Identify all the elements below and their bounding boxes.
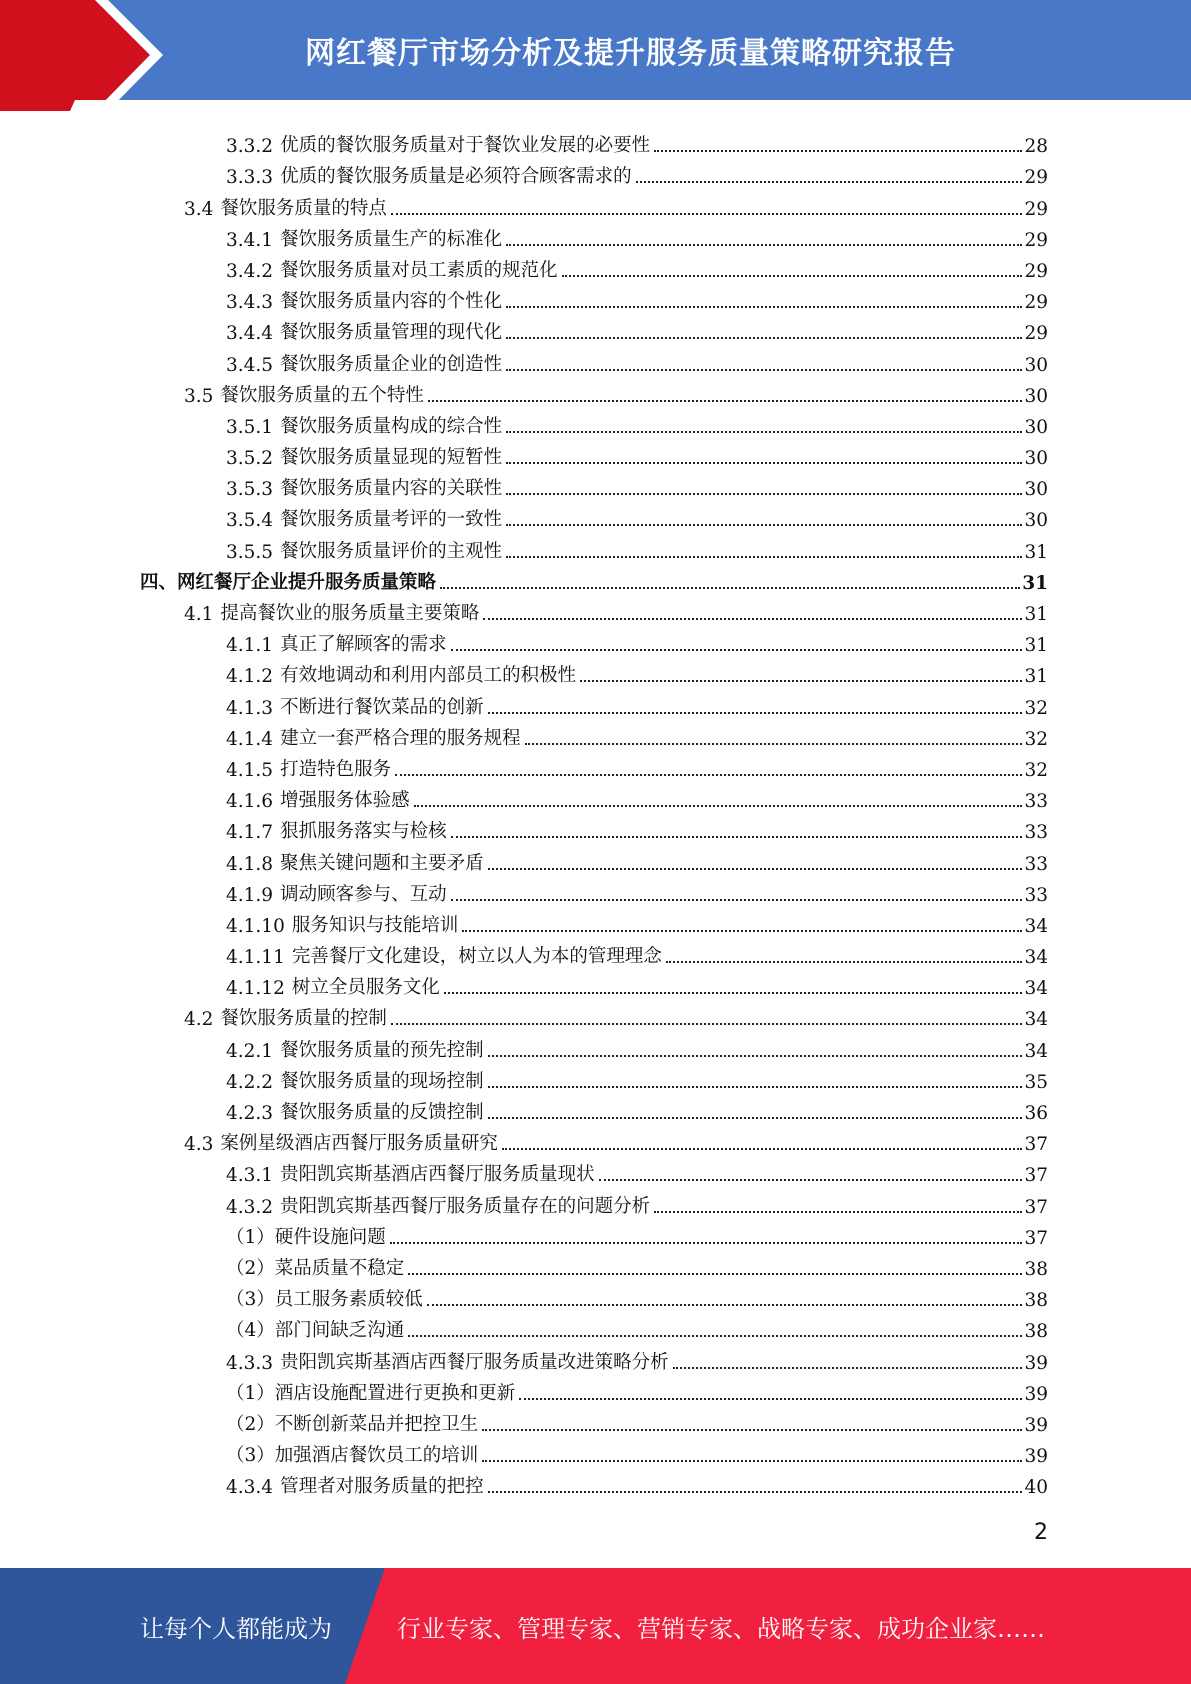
toc-dot-leader [483,616,1022,620]
toc-entry-page: 30 [1024,354,1048,376]
toc-entry[interactable] [140,845,1048,876]
toc-entry[interactable] [140,1376,1048,1407]
toc-entry-title: 完善餐厅文化建设，树立以人为本的管理理念 [291,946,662,968]
toc-entry[interactable] [140,159,1048,190]
toc-entry[interactable] [140,908,1048,939]
toc-entry[interactable] [140,689,1048,720]
toc-entry-title: 狠抓服务落实与检核 [280,821,447,843]
toc-entry-title: 打造特色服务 [280,758,392,780]
toc-entry-page: 31 [1024,541,1048,563]
toc-entry[interactable] [140,596,1048,627]
toc-entry-title: 服务知识与技能培训 [291,914,459,936]
toc-entry[interactable] [140,1469,1048,1500]
toc-entry-title: 餐饮服务质量显现的短暂性 [280,447,503,469]
toc-dot-leader [444,990,1023,994]
toc-entry[interactable] [140,471,1048,502]
toc-entry-title: 餐饮服务质量内容的个性化 [280,291,503,313]
toc-entry[interactable] [140,752,1048,783]
toc-entry[interactable] [140,814,1048,845]
toc-dot-leader [673,1365,1023,1369]
toc-entry[interactable] [140,502,1048,533]
toc-dot-leader [519,1396,1022,1400]
toc-entry-number: 4.2 [184,1009,214,1031]
toc-entry-page: 33 [1024,822,1048,844]
toc-entry-number: 4.1.1 [226,635,274,657]
toc-entry-page: 31 [1024,604,1048,625]
toc-entry-number: 4.3.3 [226,1352,274,1374]
toc-entry-title: 餐饮服务质量内容的关联性 [280,478,503,500]
toc-entry-number: 4.2.2 [226,1071,274,1093]
toc-entry-page: 30 [1024,416,1048,438]
toc-entry-page: 29 [1024,229,1048,251]
toc-entry-page: 38 [1024,1258,1048,1280]
toc-entry-number: 3.5.5 [226,541,274,563]
toc-entry-number: 3.4.5 [226,354,274,376]
toc-entry[interactable] [140,1157,1048,1188]
toc-entry-number: 4.3.1 [226,1165,274,1187]
toc-entry-title: （2）菜品质量不稳定 [226,1257,405,1279]
toc-entry[interactable] [140,1001,1048,1032]
toc-entry-page: 32 [1024,759,1048,781]
toc-entry-number: 4.1.6 [226,791,274,813]
toc-entry[interactable] [140,409,1048,440]
toc-dot-leader [580,678,1022,682]
toc-entry-number: 4.1.8 [226,853,274,875]
toc-entry-page: 29 [1024,323,1048,345]
toc-entry-title: 贵阳凯宾斯基酒店西餐厅服务质量现状 [280,1164,595,1186]
toc-dot-leader [391,1021,1023,1025]
toc-entry-page: 32 [1024,728,1048,750]
toc-entry-number: 3.4.3 [226,292,274,314]
toc-entry-number: 4.1.4 [226,728,274,750]
toc-dot-leader [440,585,1020,589]
toc-entry-number: 3.5 [184,385,214,407]
toc-entry[interactable] [140,253,1048,284]
toc-entry[interactable] [140,1313,1048,1344]
toc-entry[interactable] [140,1095,1048,1126]
toc-dot-leader [451,897,1023,901]
toc-entry-page: 29 [1024,198,1048,220]
toc-entry[interactable] [140,721,1048,752]
toc-entry-number: 3.4.4 [226,323,274,345]
toc-entry-page: 37 [1024,1165,1048,1187]
footer-slogan-left: 让每个人都能成为 [140,1614,332,1643]
toc-entry[interactable] [140,939,1048,970]
toc-dot-leader [488,1489,1023,1493]
toc-entry-page: 38 [1024,1321,1048,1343]
toc-dot-leader [506,242,1022,246]
toc-dot-leader [506,522,1022,526]
toc-entry[interactable] [140,533,1048,564]
toc-entry-page: 39 [1024,1383,1048,1405]
toc-entry-page: 34 [1024,915,1048,937]
toc-entry-page: 29 [1024,260,1048,282]
toc-entry[interactable] [140,222,1048,253]
toc-entry-title: 餐饮服务质量的五个特性 [220,384,424,406]
toc-entry-page: 39 [1024,1446,1048,1468]
toc-dot-leader [390,1240,1023,1244]
toc-entry-number: 4.1.2 [226,666,274,688]
toc-entry[interactable] [140,1126,1048,1157]
toc-entry-page: 28 [1024,136,1048,158]
toc-entry-page: 36 [1024,1103,1048,1124]
toc-entry-page: 32 [1024,697,1048,719]
toc-entry-title: 餐饮服务质量的反馈控制 [280,1102,484,1123]
toc-entry-number: 4.1.11 [226,947,285,969]
toc-entry-page: 34 [1024,947,1048,969]
toc-entry-page: 31 [1024,666,1048,688]
toc-entry-title: 优质的餐饮服务质量对于餐饮业发展的必要性 [280,135,651,157]
toc-entry-number: 3.3.2 [226,136,274,158]
toc-dot-leader [506,429,1022,433]
toc-entry-page: 34 [1024,1040,1048,1062]
toc-entry-number: 4.1.12 [226,978,285,1000]
toc-entry-number: 3.4.2 [226,260,274,282]
toc-entry[interactable] [140,1407,1048,1438]
toc-entry-title: 真正了解顾客的需求 [280,634,447,656]
toc-entry-number: 4.1.9 [226,884,274,906]
toc-entry-number: 3.5.1 [226,416,274,438]
toc-dot-leader [414,803,1023,807]
toc-dot-leader [506,554,1022,558]
toc-dot-leader [502,1146,1023,1150]
toc-entry[interactable] [140,1032,1048,1063]
toc-entry-number: 3.5.4 [226,510,274,532]
toc-entry[interactable] [140,658,1048,689]
toc-entry-number: 3.5.3 [226,479,274,501]
toc-entry-page: 39 [1024,1414,1048,1436]
toc-dot-leader [488,1084,1023,1088]
toc-entry-title: （3）加强酒店餐饮员工的培训 [226,1445,479,1467]
toc-dot-leader [488,1053,1023,1057]
toc-dot-leader [395,772,1022,776]
toc-entry-number: 4.1.10 [226,915,285,937]
table-of-contents [140,128,1048,1500]
toc-entry[interactable] [140,284,1048,315]
toc-entry-number: 4.2.1 [226,1040,274,1062]
toc-entry-title: （2）不断创新菜品并把控卫生 [226,1413,479,1435]
toc-entry[interactable] [140,1188,1048,1219]
toc-entry-page: 37 [1024,1227,1048,1249]
toc-entry-page: 34 [1024,1009,1048,1031]
toc-entry-number: 4.1.5 [226,759,274,781]
toc-entry-title: 建立一套严格合理的服务规程 [280,727,521,749]
toc-dot-leader [562,273,1023,277]
toc-entry-title: 餐饮服务质量考评的一致性 [280,509,503,531]
toc-entry-page: 33 [1024,853,1048,875]
toc-entry[interactable] [140,565,1048,596]
toc-entry-page: 37 [1024,1196,1048,1218]
page-number: 2 [1034,1520,1048,1545]
toc-entry-title: 餐饮服务质量对员工素质的规范化 [280,259,558,281]
toc-entry[interactable] [140,1344,1048,1375]
toc-entry-title: 贵阳凯宾斯基西餐厅服务质量存在的问题分析 [280,1195,651,1217]
toc-entry[interactable] [140,315,1048,346]
toc-entry-page: 35 [1024,1071,1048,1093]
toc-entry[interactable] [140,378,1048,409]
toc-entry-title: 贵阳凯宾斯基酒店西餐厅服务质量改进策略分析 [280,1351,669,1373]
toc-dot-leader [482,1427,1022,1431]
toc-entry-title: 增强服务体验感 [280,790,410,812]
toc-entry-number: 3.4 [184,198,214,220]
toc-entry-title: 餐饮服务质量评价的主观性 [280,540,503,562]
toc-entry-title: 聚焦关键问题和主要矛盾 [280,852,484,874]
toc-dot-leader [488,866,1023,870]
toc-entry-title: 餐饮服务质量企业的创造性 [280,353,503,375]
toc-entry-page: 39 [1024,1352,1048,1374]
toc-entry-title: （1）酒店设施配置进行更换和更新 [226,1382,516,1404]
toc-entry-title: 管理者对服务质量的把控 [280,1476,484,1498]
toc-entry[interactable] [140,877,1048,908]
toc-dot-leader [428,398,1023,402]
toc-entry-page: 33 [1024,791,1048,813]
toc-entry-number: 4.3 [184,1134,214,1156]
toc-entry-title: （4）部门间缺乏沟通 [226,1320,405,1342]
toc-entry[interactable] [140,1282,1048,1313]
toc-dot-leader [654,148,1022,152]
toc-entry-title: 餐饮服务质量构成的综合性 [280,415,503,437]
toc-entry-title: 四、网红餐厅企业提升服务质量策略 [140,571,437,593]
toc-dot-leader [506,335,1022,339]
toc-dot-leader [506,460,1022,464]
toc-dot-leader [391,211,1023,215]
toc-entry-page: 40 [1024,1477,1048,1499]
toc-dot-leader [482,1458,1022,1462]
toc-entry-title: 调动顾客参与、互动 [280,883,447,905]
toc-dot-leader [506,491,1022,495]
toc-entry-title: 有效地调动和利用内部员工的积极性 [280,665,577,687]
footer-slogan-right: 行业专家、管理专家、营销专家、战略专家、成功企业家…… [397,1614,1045,1643]
toc-entry-number: 3.5.2 [226,448,274,470]
toc-entry-number: 4.2.3 [226,1103,274,1124]
toc-dot-leader [408,1271,1022,1275]
toc-entry-page: 30 [1024,385,1048,407]
toc-entry-title: 餐饮服务质量的控制 [220,1008,387,1030]
toc-dot-leader [506,304,1022,308]
toc-dot-leader [666,959,1023,963]
toc-entry-page: 30 [1024,510,1048,532]
toc-dot-leader [636,179,1023,183]
toc-entry-title: （1）硬件设施问题 [226,1226,386,1248]
toc-entry[interactable] [140,1064,1048,1095]
toc-dot-leader [488,710,1023,714]
toc-entry[interactable] [140,190,1048,221]
toc-entry-number: 4.1 [184,604,214,625]
toc-dot-leader [525,741,1023,745]
document-title: 网红餐厅市场分析及提升服务质量策略研究报告 [305,36,956,71]
toc-dot-leader [451,647,1023,651]
toc-entry-page: 30 [1024,448,1048,470]
toc-entry-title: 餐饮服务质量管理的现代化 [280,322,503,344]
toc-entry-title: 餐饮服务质量生产的标准化 [280,228,503,250]
page-header [0,0,1191,111]
toc-entry-title: 提高餐饮业的服务质量主要策略 [220,603,480,624]
toc-entry[interactable] [140,440,1048,471]
toc-entry-title: 餐饮服务质量的预先控制 [280,1039,484,1061]
toc-entry-title: 优质的餐饮服务质量是必须符合顾客需求的 [280,166,632,188]
toc-entry-page: 34 [1024,978,1048,1000]
toc-entry-number: 3.3.3 [226,167,274,189]
toc-dot-leader [427,1302,1023,1306]
toc-entry[interactable] [140,346,1048,377]
toc-dot-leader [654,1209,1022,1213]
toc-entry-page: 31 [1022,572,1048,594]
toc-entry-number: 4.1.7 [226,822,274,844]
toc-entry[interactable] [140,1438,1048,1469]
toc-dot-leader [506,367,1022,371]
toc-entry-page: 30 [1024,479,1048,501]
toc-entry-number: 4.3.2 [226,1196,274,1218]
toc-entry-title: 案例星级酒店西餐厅服务质量研究 [220,1133,498,1155]
toc-entry[interactable] [140,970,1048,1001]
toc-entry-title: 餐饮服务质量的现场控制 [280,1070,484,1092]
toc-entry-title: （3）员工服务素质较低 [226,1289,423,1311]
toc-entry-title: 树立全员服务文化 [291,977,440,999]
toc-entry-title: 餐饮服务质量的特点 [220,197,387,219]
toc-entry-title: 不断进行餐饮菜品的创新 [280,696,484,718]
toc-entry-number: 4.1.3 [226,697,274,719]
toc-entry-page: 29 [1024,292,1048,314]
toc-entry-page: 33 [1024,884,1048,906]
toc-entry[interactable] [140,783,1048,814]
toc-entry-page: 31 [1024,635,1048,657]
toc-entry-page: 37 [1024,1134,1048,1156]
toc-dot-leader [462,928,1022,932]
toc-entry[interactable] [140,1251,1048,1282]
toc-dot-leader [599,1177,1023,1181]
toc-dot-leader [408,1333,1022,1337]
toc-entry[interactable] [140,128,1048,159]
toc-entry-page: 29 [1024,167,1048,189]
toc-dot-leader [451,834,1023,838]
toc-entry-number: 3.4.1 [226,229,274,251]
page-footer [0,1568,1191,1684]
toc-entry-number: 4.3.4 [226,1477,274,1499]
toc-entry[interactable] [140,1220,1048,1251]
toc-dot-leader [488,1115,1023,1119]
toc-entry-page: 38 [1024,1290,1048,1312]
toc-entry[interactable] [140,627,1048,658]
